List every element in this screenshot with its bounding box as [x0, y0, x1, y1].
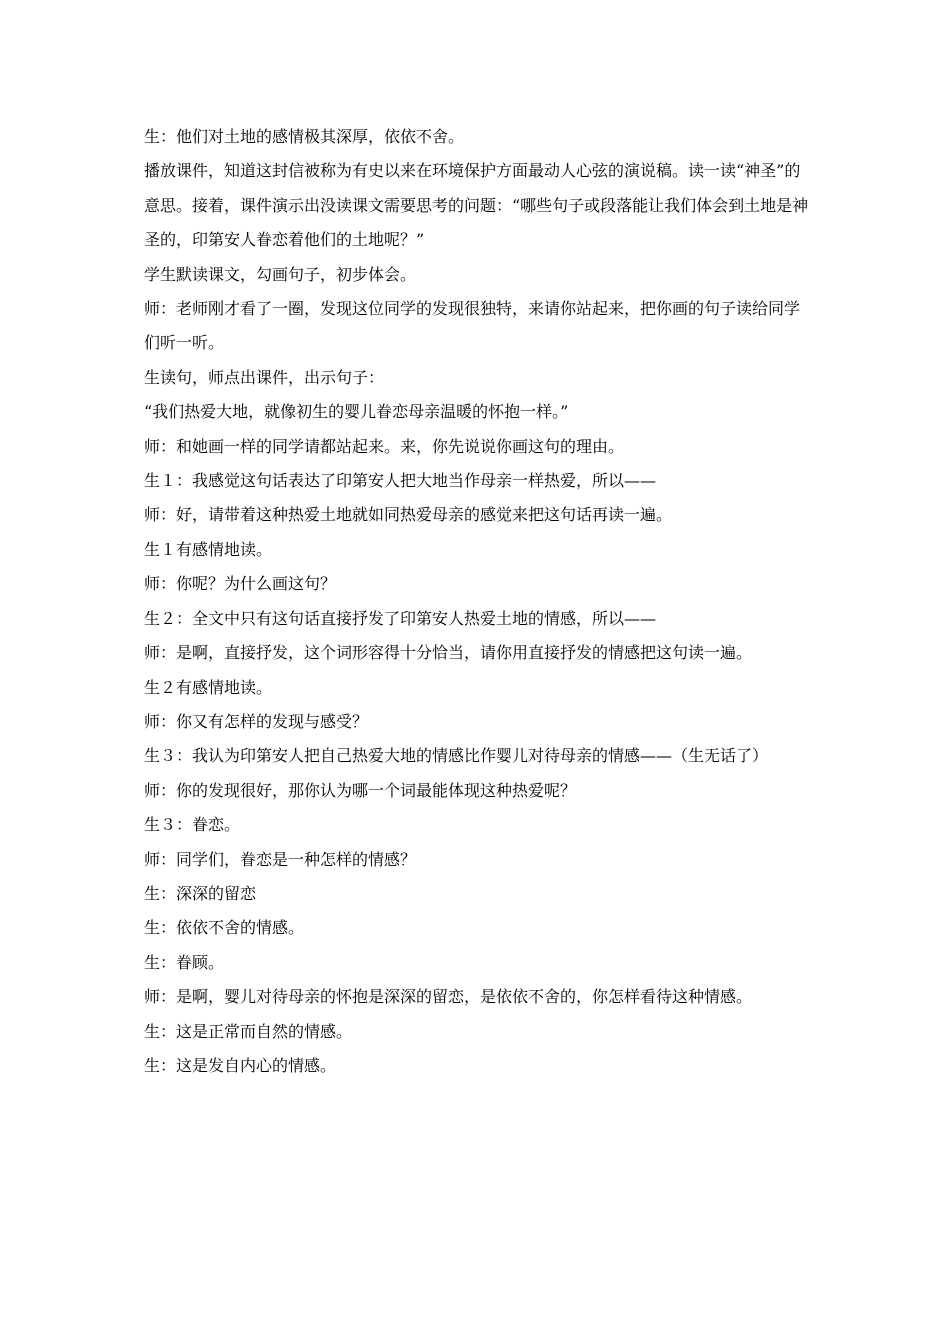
paragraph: 师：你又有怎样的发现与感受？ [144, 711, 369, 731]
paragraph: 播放课件，知道这封信被称为有史以来在环境保护方面最动人心弦的演说稿。读一读“神圣”的意思。接着，课件演示出没读课文需要思考的问题：“哪些句子或段落能让我们体会到土地是神圣的，印第安人眷恋着他们的土地呢？” [144, 161, 809, 250]
quoted-sentence: “我们热爱大地，就像初生的婴儿眷恋母亲温暖的怀抱一样。” [144, 402, 569, 422]
paragraph: 生：这是正常而自然的情感。 [144, 1021, 353, 1041]
document-body [144, 120, 812, 1083]
paragraph: 师：是啊，直接抒发，这个词形容得十分恰当，请你用直接抒发的情感把这句读一遍。 [144, 643, 753, 663]
paragraph: 师：你呢？为什么画这句？ [144, 574, 337, 594]
paragraph: 生：眷顾。 [144, 952, 225, 972]
paragraph: 生：深深的留恋 [144, 883, 257, 903]
paragraph: 师：和她画一样的同学请都站起来。来，你先说说你画这句的理由。 [144, 436, 625, 456]
paragraph: 生２有感情地读。 [144, 677, 273, 697]
paragraph: 生３：眷恋。 [144, 815, 241, 835]
paragraph: 师：好，请带着这种热爱土地就如同热爱母亲的感觉来把这句话再读一遍。 [144, 505, 673, 525]
paragraph: 师：同学们，眷恋是一种怎样的情感？ [144, 849, 417, 869]
paragraph: 师：是啊，婴儿对待母亲的怀抱是深深的留恋，是依依不舍的，你怎样看待这种情感。 [144, 987, 753, 1007]
paragraph: 生：他们对土地的感情极其深厚，依依不舍。 [144, 127, 465, 146]
paragraph: 生３：我认为印第安人把自己热爱大地的情感比作婴儿对待母亲的情感——（生无话了） [144, 746, 769, 766]
paragraph: 生１有感情地读。 [144, 539, 273, 559]
paragraph: 生：依依不舍的情感。 [144, 918, 305, 938]
paragraph: 生１：我感觉这句话表达了印第安人把大地当作母亲一样热爱，所以—— [144, 471, 657, 491]
paragraph: 学生默读课文，勾画句子，初步体会。 [144, 264, 417, 284]
paragraph: 生２：全文中只有这句话直接抒发了印第安人热爱土地的情感，所以—— [144, 608, 657, 628]
paragraph: 生读句，师点出课件，出示句子： [144, 367, 385, 387]
paragraph: 师：老师刚才看了一圈，发现这位同学的发现很独特，来请你站起来，把你画的句子读给同学们听一听。 [144, 299, 801, 353]
paragraph: 师：你的发现很好，那你认为哪一个词最能体现这种热爱呢？ [144, 780, 577, 800]
paragraph: 生：这是发自内心的情感。 [144, 1055, 337, 1075]
